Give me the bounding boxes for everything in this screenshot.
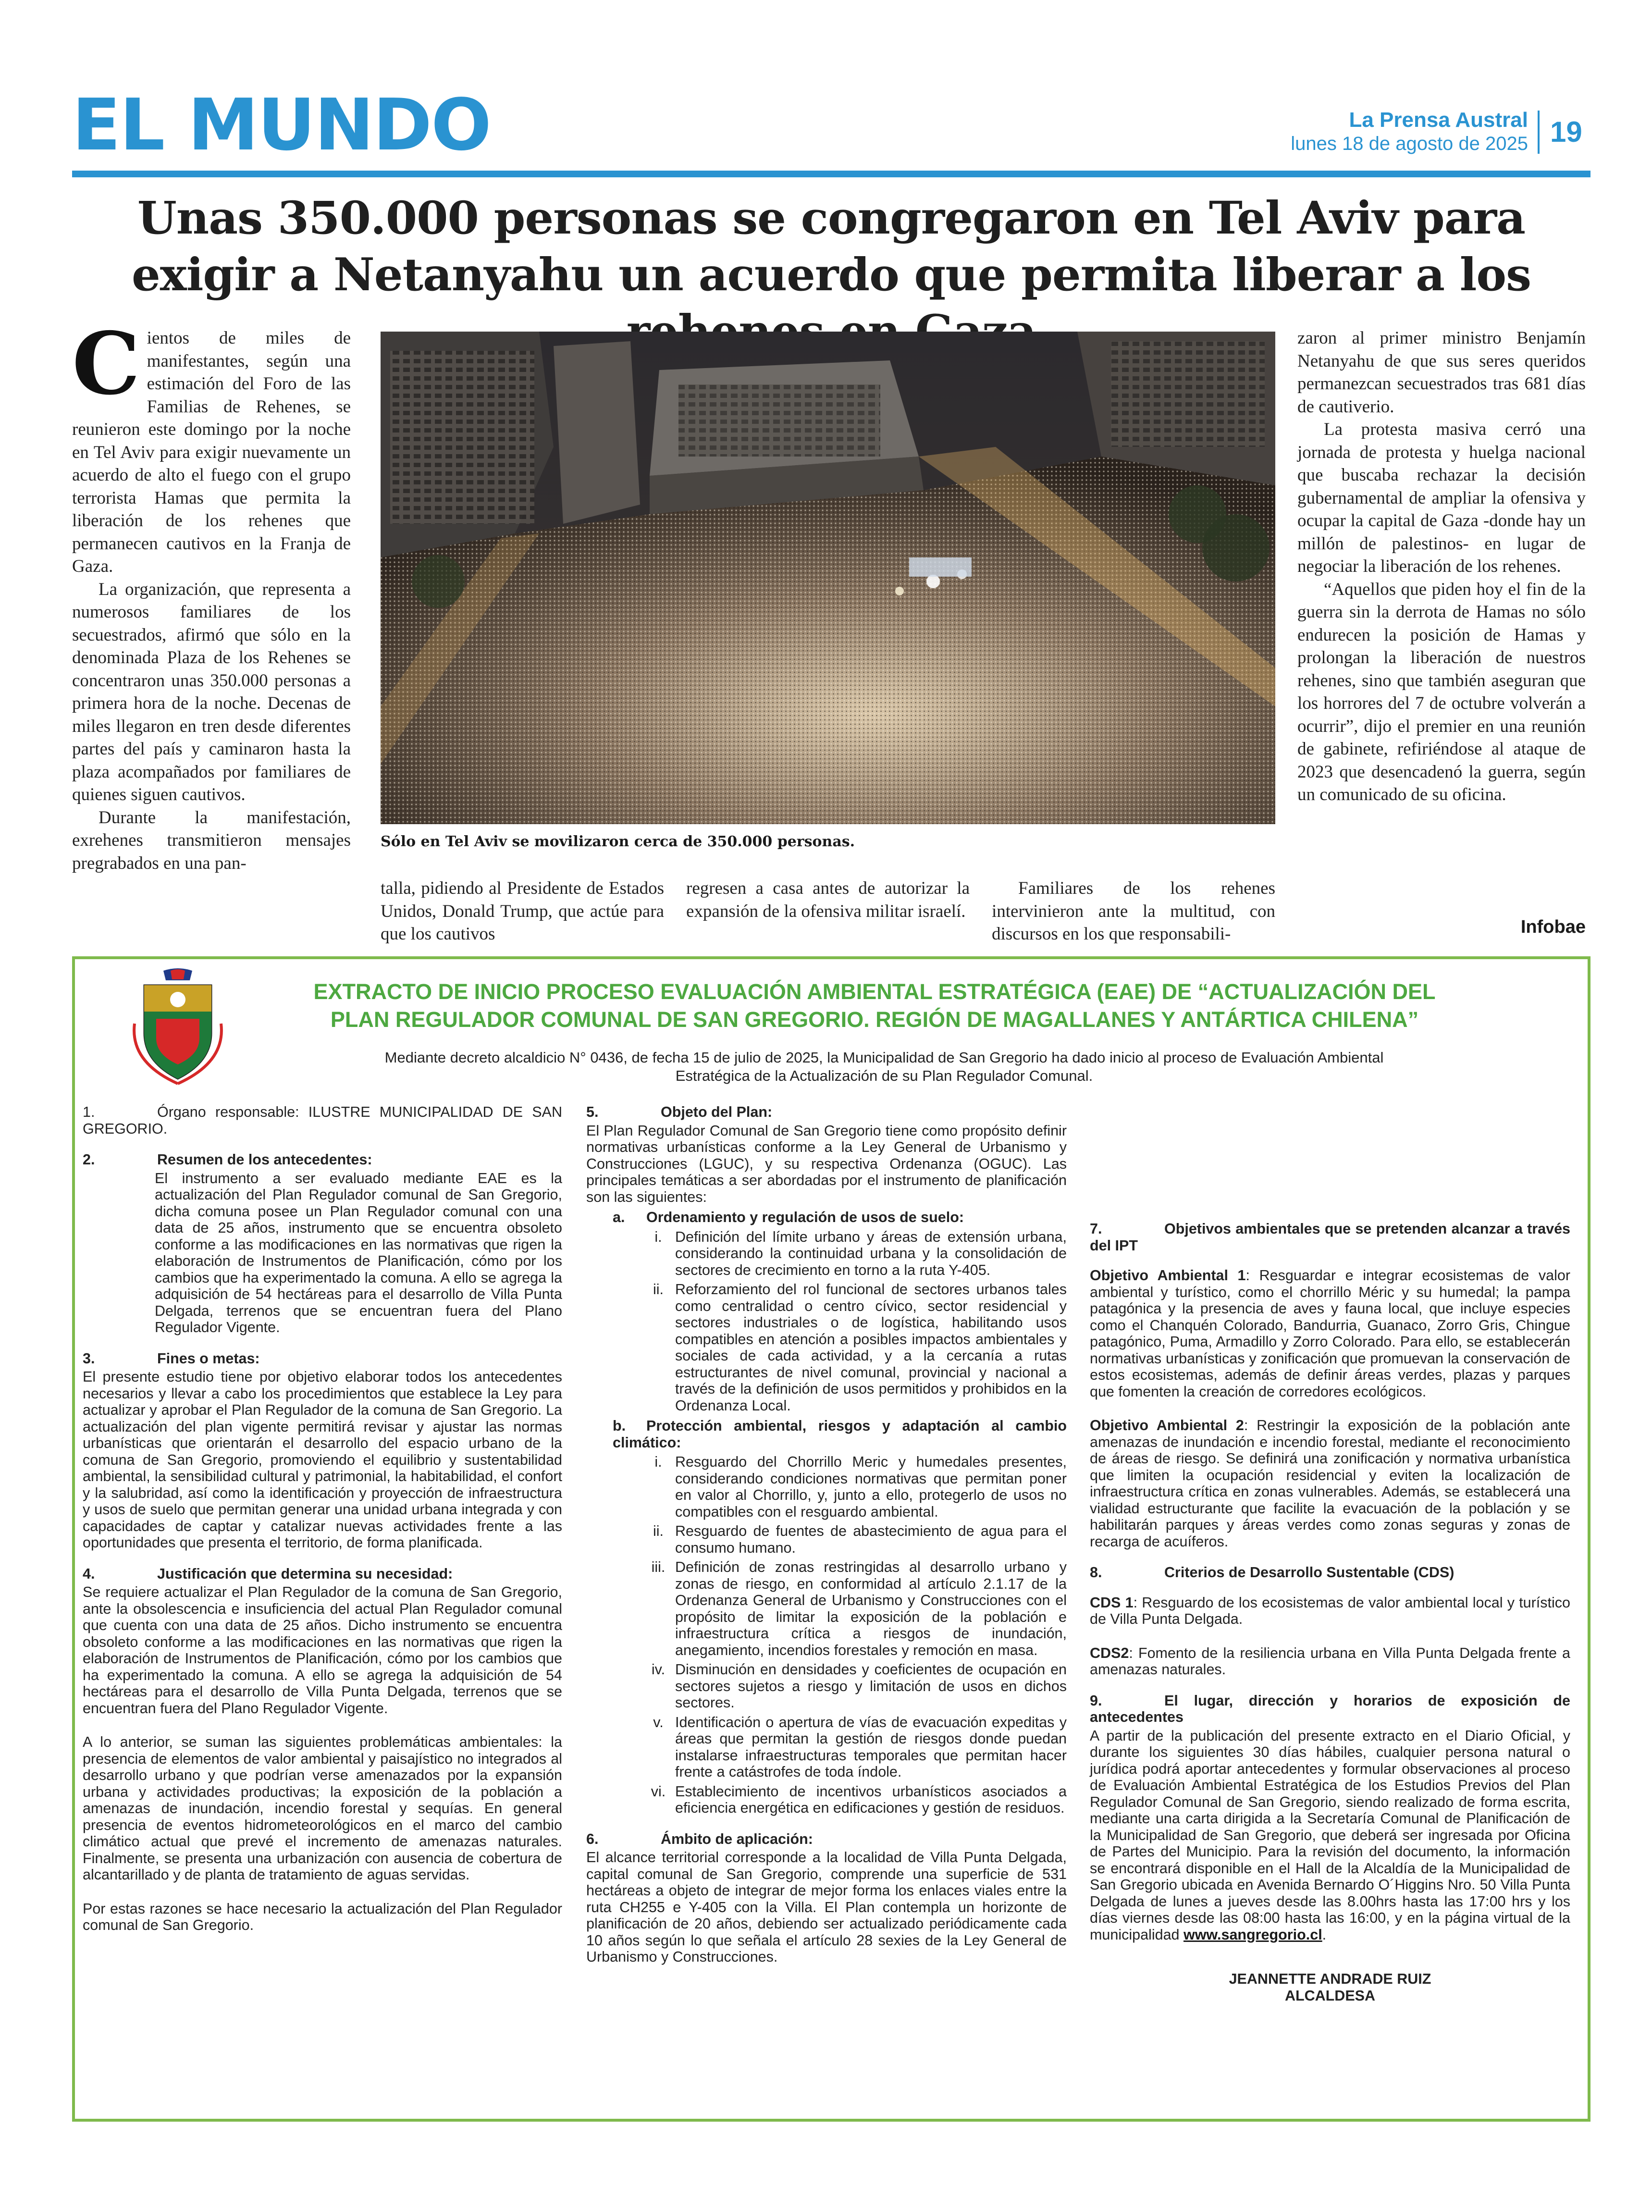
list-item: iv. Disminución en densidades y coeficientes de ocupación en sectores sujetos a riesgo y limitación de usos en dichos sectores. <box>651 1661 1067 1711</box>
notice-section-1: 1. Órgano responsable: ILUSTRE MUNICIPALIDAD DE SAN GREGORIO. <box>83 1104 562 1137</box>
article-paragraph: Familiares de los rehenes intervinieron ante la multitud, con discursos en los que responsabili- <box>992 878 1275 944</box>
notice-paragraph: Objetivo Ambiental 1: Resguardar e integrar ecosistemas de valor ambiental y turístico, como el chorrillo Méric y su humedal; la pampa patagónica y la presencia de aves y fauna local, que incluye especies como el Chanquén Colorado, Bandurria, Guanaco, Zorro Gris, Chingue patagónico, Puma, Armadillo y Zorro Colorado. Para ello, se establecerán normativas urbanísticas y zonificación que promuevan la conservación de estos ecosistemas, además de definir áreas verdes, plazas y parques que fomenten la creación de corredores ecológicos. <box>1090 1267 1570 1400</box>
notice-paragraph: CDS2: Fomento de la resiliencia urbana en Villa Punta Delgada frente a amenazas naturales. <box>1090 1644 1570 1678</box>
list-item: v. Identificación o apertura de vías de evacuación expeditas y áreas que permitan la gestión de riesgos donde puedan instalarse infraestructuras temporales que permitan hacer frente a catástrofes de toda índole. <box>653 1714 1067 1780</box>
section-title: EL MUNDO <box>72 84 491 166</box>
signature-block <box>1090 1971 1570 2004</box>
article-paragraph: Durante la manifestación, exrehenes transmitieron mensajes pregrabados en una pan- <box>72 807 351 873</box>
notice-paragraph: Se requiere actualizar el Plan Regulador de la comuna de San Gregorio, ante la obsolescencia e insuficiencia del actual Plan Regulador comunal que cuenta con una data de 25 años. Dicho instrumento se encuentra obsoleto conforme a las modificaciones en las normativas que rigen la elaboración de Instrumentos de Planificación, cómo por los cambios que ha experimentado la comuna. A ello se agrega la adquisición de 54 hectáreas para el desarrollo de Villa Punta Delgada, terrenos que se encuentran fuera del Plano Regulador Vigente. <box>83 1584 562 1717</box>
municipality-crest-icon <box>130 966 226 1086</box>
notice-paragraph: CDS 1: Resguardo de los ecosistemas de valor ambiental local y turístico de Villa Punta Delgada. <box>1090 1594 1570 1627</box>
notice-column-3 <box>1090 1221 1570 2004</box>
notice-paragraph: A partir de la publicación del presente extracto en el Diario Oficial, y durante los siguientes 30 días hábiles, cualquier persona natural o jurídica podrá aportar antecedentes y formular observaciones al proceso de Evaluación Ambiental Estratégica de los Estudios Previos del Plan Regulador Comunal de San Gregorio, siendo realizado de forma escrita, mediante una carta dirigida a la Secretaría Comunal de Planificación de la Municipalidad de San Gregorio, que deberá ser ingresada por Oficina de Partes del Municipio. Para la revisión del documento, la información se encontrará disponible en el Hall de la Alcaldía de la Municipalidad de San Gregorio ubicada en Avenida Bernardo O´Higgins Nro. 50 Villa Punta Delgada de lunes a jueves desde las 8.00hrs hasta las 17:00 hrs y los días viernes desde las 08:00 hasta las 16:00, y en la página virtual de la municipalidad www.sangregorio.cl. <box>1090 1727 1570 1943</box>
notice-section-9-heading: 9. El lugar, dirección y horarios de exposición de antecedentes <box>1090 1692 1570 1725</box>
notice-paragraph: Objetivo Ambiental 2: Restringir la exposición de la población ante amenazas de inundación e incendio forestal, mediante el reconocimiento de áreas de riesgo. Se definirá una zonificación y normativa urbanística que limiten la ocupación residencial y eviten la localización de infraestructura crítica en zonas vulnerables. Además, se establecerá una vialidad estructurante que facilite la evacuación de la población y se habilitarán parques y áreas verdes como zonas seguras y zonas de recarga de acuíferos. <box>1090 1417 1570 1550</box>
notice-intro: Mediante decreto alcaldicio N° 0436, de fecha 15 de julio de 2025, la Municipalidad de San Gregorio ha dado inicio al proceso de Evaluación Ambiental Estratégica de la Actualización de su Plan Regulador Comunal. <box>384 1049 1384 1084</box>
municipality-website-link[interactable]: www.sangregorio.cl <box>1183 1926 1322 1943</box>
notice-subsection-b: b. Protección ambiental, riesgos y adaptación al cambio climático: <box>613 1418 1067 1451</box>
article-column-3 <box>686 877 970 923</box>
article-column-2 <box>381 877 664 946</box>
article-paragraph: La protesta masiva cerró una jornada de protesta y huelga nacional que buscaba rechazar la decisión gubernamental de ampliar la ofensiva y ocupar la capital de Gaza -donde hay un millón de palestinos- en lugar de negociar la liberación de los rehenes. <box>1297 420 1586 576</box>
notice-column-2 <box>586 1104 1067 1965</box>
notice-column-1 <box>83 1104 562 1934</box>
page-number: 19 <box>1538 111 1590 154</box>
article-photo <box>381 332 1275 824</box>
notice-section-7-heading: 7. Objetivos ambientales que se pretenden alcanzar a través del IPT <box>1090 1221 1570 1254</box>
newspaper-name: La Prensa Austral <box>1349 108 1528 132</box>
notice-paragraph: El alcance territorial corresponde a la localidad de Villa Punta Delgada, capital comunal de San Gregorio, comprende una superficie de 531 hectáreas a objeto de integrar de mejor forma los enlaces viales entre la ruta CH255 e Y-405 con la Villa. El Plan contempla un horizonte de planificación de 20 años, debiendo ser actualizado periódicamente cada 10 años según lo que señala el artículo 28 sexies de la Ley General de Urbanismo y Construcciones. <box>586 1849 1067 1965</box>
list-item: ii. Resguardo de fuentes de abastecimiento de agua para el consumo humano. <box>653 1523 1067 1556</box>
list-item: i. Definición del límite urbano y áreas de extensión urbana, considerando la continuidad urbana y la consolidación de sectores de crecimiento en torno a la ruta Y-405. <box>654 1228 1067 1278</box>
notice-title: EXTRACTO DE INICIO PROCESO EVALUACIÓN AMBIENTAL ESTRATÉGICA (EAE) DE “ACTUALIZACIÓN DEL PLAN REGULADOR COMUNAL DE SAN GREGORIO. REGIÓN DE MAGALLANES Y ANTÁRTICA CHILENA” <box>313 979 1436 1032</box>
notice-section-2-heading: 2. Resumen de los antecedentes: <box>83 1151 372 1168</box>
article-paragraph: Cientos de miles de manifestantes, según una estimación del Foro de las Familias de Rehenes, se reunieron este domingo por la noche en Tel Aviv para exigir nuevamente un acuerdo de alto el fuego con el grupo terrorista Hamas que permita la liberación de los rehenes que permanecen cautivos en la Franja de Gaza. <box>72 313 351 576</box>
publication-date: lunes 18 de agosto de 2025 <box>1291 133 1528 154</box>
article-paragraph: La organización, que representa a numerosos familiares de los secuestrados, afirmó que sólo en la denominada Plaza de los Rehenes se concentraron unas 350.000 personas a primera hora de la noche. Decenas de miles llegaron en tren desde diferentes partes del país y caminaron hasta la plaza acompañados por familiares de quienes siguen cautivos. <box>72 579 351 804</box>
notice-paragraph: Por estas razones se hace necesario la actualización del Plan Regulador comunal de San Gregorio. <box>83 1900 562 1933</box>
article-column-1 <box>72 313 351 875</box>
list-item: vi. Establecimiento de incentivos urbanísticos asociados a eficiencia energética en edificaciones y gestión de residuos. <box>651 1783 1067 1816</box>
article-paragraph: regresen a casa antes de autorizar la expansión de la ofensiva militar israelí. <box>686 878 970 921</box>
list-item: ii. Reforzamiento del rol funcional de sectores urbanos tales como centralidad o centro cívico, sector residencial y sectores industriales o de logística, habilitando usos compatibles en atención a posibles impactos ambientales y sociales de cada actividad, y a la cercanía a rutas estructurantes de nivel comunal, provincial y nacional a través de la definición de usos permitidos y prohibidos en la Ordenanza Local. <box>653 1281 1067 1414</box>
notice-subsection-a: a. Ordenamiento y regulación de usos de suelo: <box>613 1209 964 1225</box>
article-source-credit: Infobae <box>1520 917 1586 937</box>
notice-section-4-heading: 4. Justificación que determina su necesidad: <box>83 1565 453 1582</box>
article-column-4 <box>992 877 1275 946</box>
signer-role: ALCALDESA <box>1284 1987 1376 2004</box>
list-item: i. Resguardo del Chorrillo Meric y humedales presentes, considerando condiciones normativas que permitan poner en valor al Chorrillo, y, junto a ello, protegerlo de usos no compatibles con el resguardo ambiental. <box>654 1454 1067 1520</box>
signer-name: JEANNETTE ANDRADE RUIZ <box>1229 1971 1431 1987</box>
article-paragraph: talla, pidiendo al Presidente de Estados Unidos, Donald Trump, que actúe para que los cautivos <box>381 878 664 944</box>
article-column-5 <box>1297 327 1586 806</box>
list-item: iii. Definición de zonas restringidas al desarrollo urbano y zonas de riesgo, en conformidad al artículo 2.1.17 de la Ordenanza General de Urbanismo y Construcciones con el propósito de limitar la exposición de la población e infraestructura crítica a riesgos de inundación, anegamiento, incendios forestales y remoción en masa. <box>651 1559 1067 1658</box>
header-rule <box>72 171 1590 177</box>
notice-section-6-heading: 6. Ámbito de aplicación: <box>586 1830 813 1847</box>
drop-cap: C <box>72 313 140 414</box>
article-headline: Unas 350.000 personas se congregaron en Tel Aviv para exigir a Netanyahu un acuerdo que permita liberar a los <box>131 192 1531 301</box>
notice-paragraph: El presente estudio tiene por objetivo elaborar todos los antecedentes necesarios y llevar a cabo los procedimientos que establece la Ley para actualizar y aprobar el Plan Regulador de la comuna de San Gregorio. La actualización del plan vigente permitirá revisar y ajustar las normas urbanísticas que orientarán el desarrollo del espacio urbano de la comuna de San Gregorio, promoviendo el equilibrio y sustentabilidad ambiental, la sensibilidad cultural y patrimonial, la habitabilidad, el confort y la salubridad, así como la identificación y proyección de infraestructura y usos de suelo que permitan generar una unidad urbana integrada y con capacidades de captar y catalizar nuevas actividades frente a las oportunidades que presenta el territorio, de forma planificada. <box>83 1369 562 1551</box>
notice-paragraph: El Plan Regulador Comunal de San Gregorio tiene como propósito definir normativas urbanísticas conforme a la Ley General de Urbanismo y Construcciones (LGUC), y su respectiva Ordenanza (OGUC). Las principales temáticas a ser abordadas por el instrumento de planificación son las siguientes: <box>586 1122 1067 1205</box>
notice-section-8-heading: 8. Criterios de Desarrollo Sustentable (CDS) <box>1090 1564 1455 1581</box>
notice-section-5-heading: 5. Objeto del Plan: <box>586 1104 773 1120</box>
notice-section-3-heading: 3. Fines o metas: <box>83 1350 260 1367</box>
article-paragraph: “Aquellos que piden hoy el fin de la guerra sin la derrota de Hamas no sólo endurecen la posición de Hamas y prolongan la liberación de nuestros rehenes, sino que también aseguran que los horrores del 7 de octubre volverán a ocurrir”, dijo el premier en una reunión de gabinete, refiriéndose al ataque de 2023 que desencadenó la guerra, según un comunicado de su oficina. <box>1297 579 1586 804</box>
masthead <box>1291 108 1528 155</box>
notice-paragraph: A lo anterior, se suman las siguientes problemáticas ambientales: la presencia de elementos de valor ambiental y paisajístico no integrados al desarrollo urbano y que podrían verse amenazados por la expansión urbana y actividades productivas; la exposición de la población a amenazas de inundación, incendio forestal y sequías. En general presencia de eventos hidrometeorológicos en el marco del cambio climático actual que prevé el incremento de amenazas naturales. Finalmente, se presenta una urbanización con ausencia de cobertura de alcantarillado y de planta de tratamiento de aguas servidas. <box>83 1734 562 1883</box>
article-paragraph: zaron al primer ministro Benjamín Netanyahu de que sus seres queridos permanezcan secuestrados tras 681 días de cautiverio. <box>1297 328 1586 417</box>
photo-caption: Sólo en Tel Aviv se movilizaron cerca de 350.000 personas. <box>381 833 855 850</box>
page-header <box>72 84 1590 175</box>
notice-paragraph: El instrumento a ser evaluado mediante EAE es la actualización del Plan Regulador comunal de San Gregorio, dicha comuna posee un Plan Regulador comunal con una data de 25 años, instrumento que se encuentra obsoleto conforme a las modificaciones en las normativas que rigen la elaboración de Instrumentos de Planificación, cómo por los cambios que ha experimentado la comuna. A ello se agrega la adquisición de 54 hectáreas para el desarrollo de Villa Punta Delgada, terrenos que se encuentran fuera del Plano Regulador Vigente. <box>155 1170 562 1335</box>
